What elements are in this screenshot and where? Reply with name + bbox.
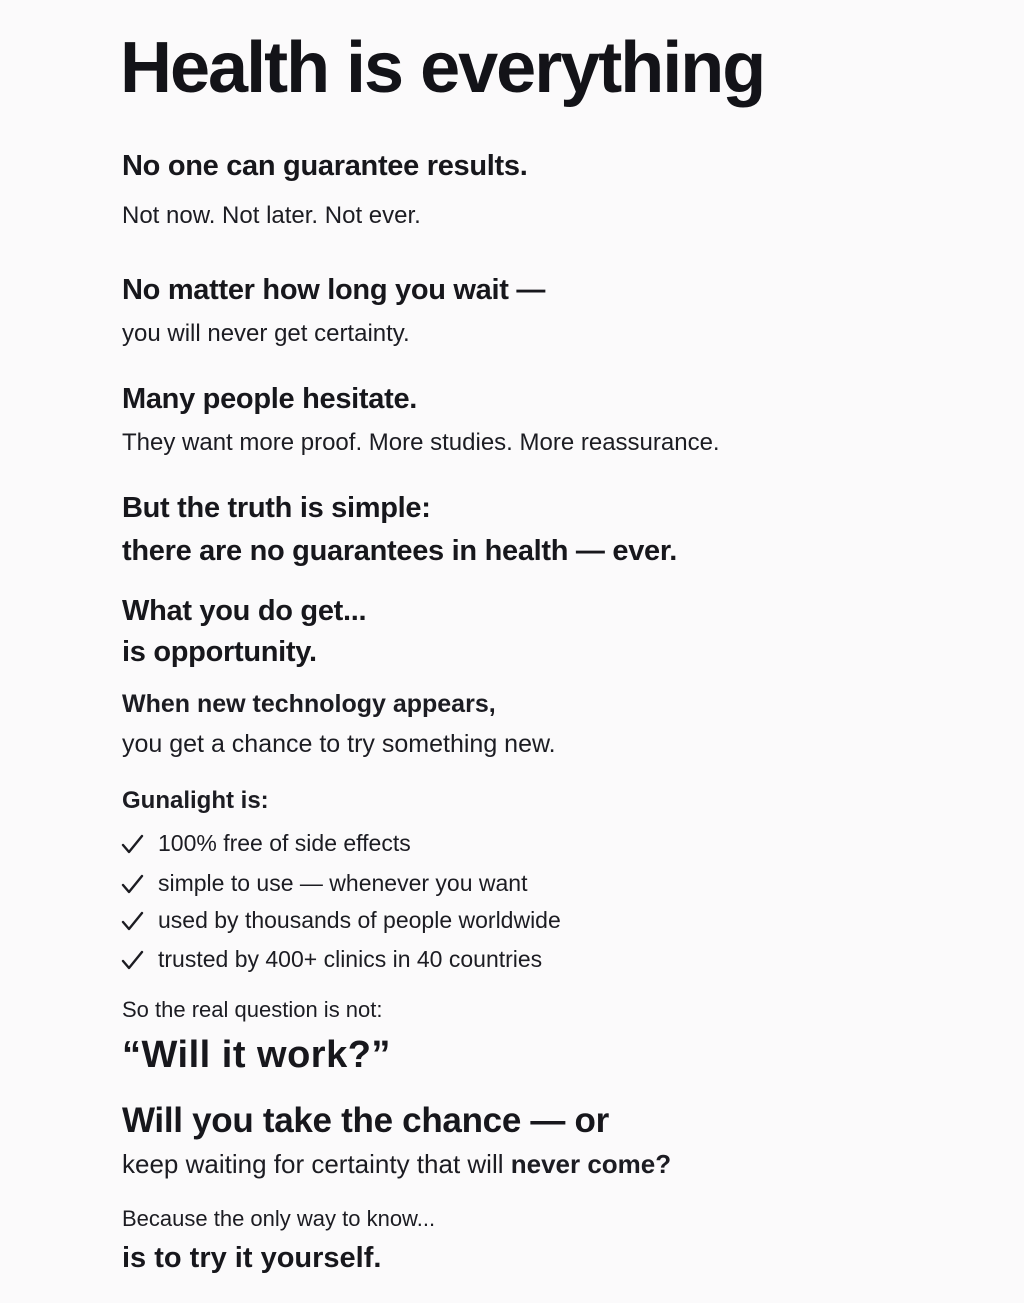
closing-line-1: Because the only way to know...	[122, 1206, 436, 1231]
block-4-line-2: there are no guarantees in health — ever.	[122, 535, 678, 567]
waiting-line-text: keep waiting for certainty that will	[122, 1149, 511, 1179]
feature-item	[120, 830, 411, 857]
page-title: Health is everything	[120, 28, 765, 108]
feature-item	[120, 946, 542, 973]
block-3-heading: Many people hesitate.	[122, 383, 418, 415]
question-intro: So the real question is not:	[122, 997, 383, 1022]
feature-item-text: simple to use — whenever you want	[158, 870, 528, 896]
feature-item	[120, 870, 527, 897]
block-3-subtext: They want more proof. More studies. More reassurance.	[122, 429, 720, 456]
chance-line: Will you take the chance — or	[122, 1101, 609, 1140]
feature-item-text: 100% free of side effects	[158, 830, 411, 856]
feature-item	[120, 907, 561, 934]
block-4-line-1: But the truth is simple:	[122, 492, 431, 524]
block-5-line-2: is opportunity.	[122, 636, 317, 668]
feature-item-text: trusted by 400+ clinics in 40 countries	[158, 946, 543, 972]
features-label: Gunalight is:	[122, 787, 269, 814]
feature-item-text: used by thousands of people worldwide	[158, 907, 561, 933]
waiting-line	[122, 1151, 671, 1177]
block-2-subtext: you will never get certainty.	[122, 320, 410, 347]
waiting-line-emphasis: never come?	[510, 1149, 672, 1179]
checkmark-icon	[120, 832, 146, 856]
block-6-line-1: When new technology appears,	[122, 690, 496, 718]
closing-line-2: is to try it yourself.	[122, 1242, 382, 1274]
block-6-line-2: you get a chance to try something new.	[122, 730, 556, 758]
question-quote: “Will it work?”	[122, 1034, 391, 1076]
checkmark-icon	[120, 872, 146, 896]
block-1-heading: No one can guarantee results.	[122, 150, 528, 182]
block-2-heading: No matter how long you wait —	[122, 274, 546, 306]
checkmark-icon	[120, 909, 146, 933]
block-1-subtext: Not now. Not later. Not ever.	[122, 202, 421, 229]
checkmark-icon	[120, 948, 146, 972]
block-5-line-1: What you do get...	[122, 595, 367, 627]
